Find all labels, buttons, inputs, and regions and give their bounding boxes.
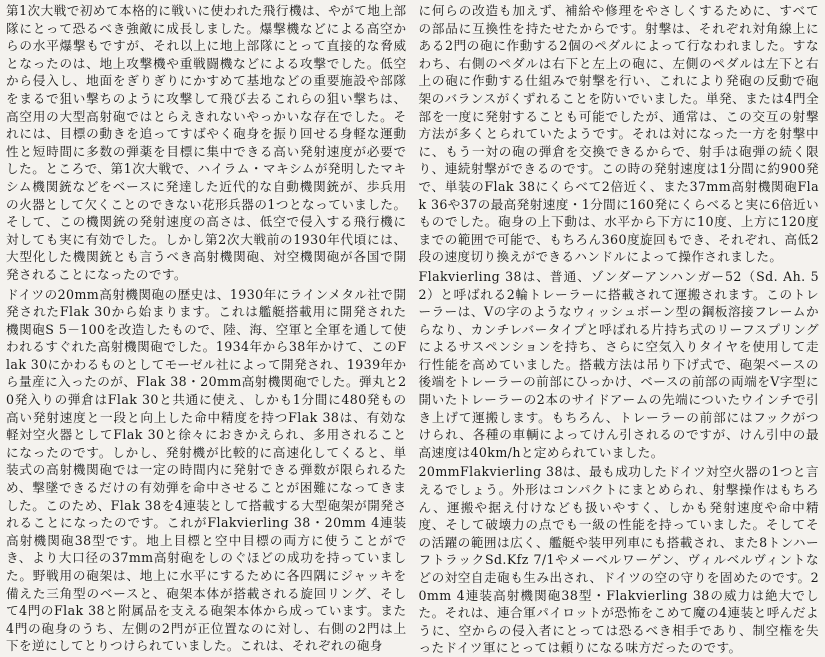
- paragraph-trailer: Flakvierling 38は、普通、ゾンダーアンハンガー52（Sd. Ah. 52）と呼ばれる2輪トレーラーに搭載されて運搬されます。このトレーラーは、Vの字のようなウィッシュボーン型の鋼板溶接フレームからなり、カンチレバータイプと呼ばれる片持ち式のリーフスプリングによるサスペンションを持ち、さらに空気入りタイヤを使用して走行性能を高めていました。搭載方法は吊り下げ式で、砲架ベースの後端をトレーラーの前部にひっかけ、ベースの前部の両端をV字型に開いたトレーラーの2本のサイドアームの先端についたウインチで引き上げて運搬します。もちろん、トレーラーの前部にはフックがつけられ、各種の車輌によってけん引されるのですが、けん引中の最高速度は40km/hと定められていました。: [418, 268, 819, 460]
- paragraph-flak-history: ドイツの20mm高射機関砲の歴史は、1930年にラインメタル社で開発されたFlak 30から始まります。これは艦艇搭載用に開発された機関砲S 5－100を改造したもので、陸、海、空軍と全軍を通して使われるすぐれた高射機関砲でした。1934年から38年かけて、このFlak 30にかわるものとしてモーゼル社によって開発され、1939年から量産に入ったのが、Flak 38・20mm高射機関砲でした。弾丸と20発入りの弾倉はFlak 30と共通に使え、しかも1分間に480発もの高い発射速度と一段と向上した命中精度を持つFlak 38は、有効な軽対空火器としてFlak 30と徐々におきかえられ、多用されることになったのです。しかし、発射機が比較的に高速化してくると、単装式の高射機関砲では一定の時間内に発射できる弾数が限られるため、撃墜できるだけの有効弾を命中させることが困難になってきました。このため、Flak 38を4連装として搭載する大型砲架が開発されることになったのです。これがFlakvierling 38・20mm 4連装高射機関砲38型です。地上目標と空中目標の両方に使うことができ、より大口径の37mm高射砲をしのぐほどの成功を持っていました。野戦用の砲架は、地上に水平にするために各四隅にジャッキを備えた三角型のベースと、砲架本体が搭載される旋回リング、そして4門のFlak 38と附属品を支える砲架本体から成っています。また4門の砲身のうち、左側の2門が正位置なのに対し、右側の2門は上下を逆にしてとりつけられていました。これは、それぞれの砲身: [6, 286, 407, 654]
- paragraph-conclusion: 20mmFlakvierling 38は、最も成功したドイツ対空火器の1つと言えるでしょう。外形はコンパクトにまとめられ、射撃操作はもちろん、運搬や据え付けなども扱いやすく、しかも発射速度や命中精度、そして破壊力の点でも一級の性能を持っていました。そしてその活躍の範囲は広く、艦艇や装甲列車にも搭載され、また8トンハーフトラックSd.Kfz 7/1やメーベルワーゲン、ヴィルベルヴィントなどの対空自走砲も生み出され、ドイツの空の守りを固めたのです。20mm 4連装高射機関砲38型・Flakvierling 38の威力は絶大でした。それは、連合軍パイロットが恐怖をこめて魔の4連装と呼んだように、空からの侵入者にとっては恐るべき相手であり、制空権を失ったドイツ軍にとっては頼りになる味方だったのです。: [418, 464, 819, 656]
- left-column: [6, 2, 407, 654]
- paragraph-firing-mechanism: に何らの改造も加えず、補給や修理をやさしくするために、すべての部品に互換性を持たせたからです。射撃は、それぞれ対角線上にある2門の砲に作動する2個のペダルによって行なわれました。すなわち、右側のペダルは右下と左上の砲に、左側のペダルは左下と右上の砲に作動する仕組みで射撃を行い、これにより発砲の反動で砲架のバランスがくずれることを防いでいました。単発、または4門全部を一度に発射することも可能でしたが、通常は、この交互の射撃方法が多くとられていたようです。それは対になった一方を射撃中に、もう一対の砲の弾倉を交換できるからで、射手は砲弾の続く限り、連続射撃ができるのです。この時の発射速度は1分間に約900発で、単装のFlak 38にくらべて2倍近く、また37mm高射機関砲Flak 36や37の最高発射速度・1分間に160発にくらべると実に6倍近いものでした。砲身の上下動は、水平から下方に10度、上方に120度までの範囲で可能で、もちろん360度旋回もでき、それぞれ、高低2段の速度切り換えができるハンドルによって操作されました。: [418, 3, 819, 265]
- right-column: [418, 2, 820, 656]
- paragraph-intro: 第1次大戦で初めて本格的に戦いに使われた飛行機は、やがて地上部隊にとって恐るべき強敵に成長しました。爆撃機などによる高空からの水平爆撃もですが、それ以上に地上部隊にとって直接的な脅威となったのは、地上攻撃機や重戦闘機などによる攻撃でした。低空から侵入し、地面をぎりぎりにかすめて基地などの重要施設や部隊をまるで狙い撃ちのように攻撃して飛び去るこれらの狙い撃ちは、高空用の大型高射砲ではとらえきれないやっかいな存在でした。それには、目標の動きを追ってすばやく砲身を振り回せる身軽な運動性と短時間に多数の弾薬を目標に集中できる高い発射速度が必要でした。ところで、第1次大戦で、ハイラム・マキシムが発明したマキシム機関銃などをベースに発達した近代的な自動機関銃が、歩兵用の火器として欠くことのできない花形兵器の1つとなっていました。そして、この機関銃の発射速度の高さは、低空で侵入する飛行機に対しても実に有効でした。しかし第2次大戦前の1930年代頃には、大型化した機関銃とも言うべき高射機関砲、対空機関砲が各国で開発されることになったのです。: [6, 3, 407, 282]
